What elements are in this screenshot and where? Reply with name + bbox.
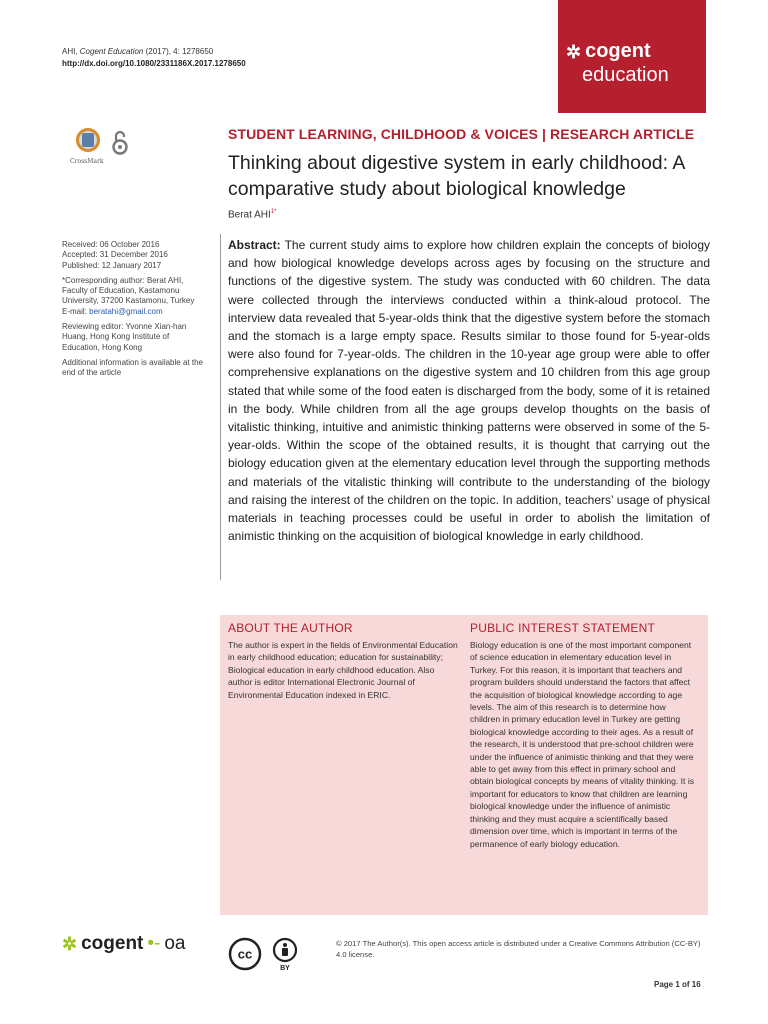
citation-header: [62, 46, 246, 70]
crossmark-badge[interactable]: [70, 128, 150, 172]
public-interest-heading: PUBLIC INTEREST STATEMENT: [470, 621, 656, 635]
brand-name-row: ✲ cogent: [566, 40, 651, 62]
public-interest-text: Biology education is one of the most important component of science education in elementary education level in Turkey. For this reason, it is important that teachers and program builders should understand the factors that affect the acquisition of biological knowledge according to age levels. The aim of this research is to determine how children in primary education level in Turkey are getting biological knowledge according to their ages. As a result of the research, it is understood that pre-school children were under the influence of animistic thinking and that they were able to get away from this effect in primary school and obtain biological concepts by means of vitality thinking. It is important for educators to know that children are learning biological knowledge under the influence of animistic thinking and they must acquire a scientifically based dimension over time, which is important in terms of the permanence of early biology education.: [470, 640, 695, 849]
doi-link[interactable]: http://dx.doi.org/10.1080/2331186X.2017.1278650: [62, 59, 246, 68]
svg-text:BY: BY: [280, 965, 290, 971]
author-line: [228, 209, 276, 220]
abstract-block: [228, 236, 710, 545]
publication-dates: [62, 240, 207, 271]
received-date: Received: 06 October 2016: [62, 240, 160, 249]
about-author-section: [228, 621, 458, 701]
author-name[interactable]: Berat AHI: [228, 209, 271, 221]
brand-subject: education: [582, 64, 669, 86]
cogent-education-brand: [558, 0, 706, 113]
crossmark-label: CrossMark: [70, 158, 104, 165]
email-link[interactable]: beratahi@gmail.com: [89, 306, 163, 316]
dash-icon: •‑: [147, 933, 161, 954]
article-title: Thinking about digestive system in early childhood: A comparative study about biological knowledge: [228, 152, 685, 200]
attribution-icon: [268, 937, 302, 971]
about-author-text: The author is expert in the fields of Environmental Education in early childhood education; education for sustainability; Biological education in early childhood education. Also author is editor International Electronic Journal of Environmental Education indexed in ERIC.: [228, 640, 458, 700]
citation-line: AHI, Cogent Education (2017), 4: 1278650: [62, 47, 214, 56]
page-number: Page 1 of 16: [654, 980, 701, 989]
license-statement: © 2017 The Author(s). This open access article is distributed under a Creative Commons Attribution (CC-BY) 4.0 license.: [336, 939, 701, 959]
svg-text:cc: cc: [237, 946, 253, 962]
abstract-text: The current study aims to explore how children explain the concepts of biology and how biological knowledge develops across ages by focusing on the structure and functions of the digestive system. The study was conducted with 60 children. The data were collected through the interviews conducted within a think-aloud protocol. The interview data revealed that 5-year-olds think that the digestive system before the stomach and the stomach is a large empty space. Results similar to those found for 5-year-olds were also found for 7-year-olds. The children in the 10-year age group were able to offer comprehensive explanations on the digestive system and 10 children from this age group stated that while some of the food eaten is discharged from the body, some of it is retained in the body. While children from all the age groups develop thoughts on the basis of vitalistic thinking, intuitive and animistic thinking patterns were observed in some of the 5-year-olds. Within the scope of the obtained results, it is thought that carrying out the biology education given at the elementary education level through the supporting methods and materials of the vitalistic thinking will contribute to the understanding of the biology and raising the interest of the children on the topic. In addition, teachers’ usage of physical materials in teaching processes could be useful in order to abolish the limitation of animistic thinking on the acquisition of biological knowledge in early childhood.: [228, 238, 710, 544]
abstract-lead: Abstract:: [228, 238, 281, 252]
published-date: Published: 12 January 2017: [62, 260, 162, 270]
accepted-date: Accepted: 31 December 2016: [62, 250, 168, 260]
about-author-heading: ABOUT THE AUTHOR: [228, 621, 353, 635]
author-affiliation-marker: 1*: [270, 209, 277, 215]
corresponding-author: *Corresponding author: Berat AHI, Faculty of Education, Kastamonu University, 37200 Kastamonu, Turkey E-mail: beratahi@gmail.com: [62, 275, 195, 316]
author-and-public-interest-panel: [220, 615, 708, 915]
creative-commons-badges[interactable]: [228, 937, 302, 971]
additional-info-note: Additional information is available at the end of the article: [62, 357, 203, 378]
creative-commons-icon: [228, 937, 262, 971]
reviewing-editor: Reviewing editor: Yvonne Xian-han Huang, Hong Kong Institute of Education, Hong Kong: [62, 322, 187, 352]
article-section-label: STUDENT LEARNING, CHILDHOOD & VOICES | RESEARCH ARTICLE: [228, 126, 695, 142]
public-interest-section: [470, 621, 698, 850]
sparkle-icon: ✲: [62, 933, 78, 954]
article-metadata: [62, 240, 207, 384]
sparkle-icon: ✲: [566, 41, 582, 62]
cogent-oa-logo: ✲ cogent •‑ oa: [62, 933, 186, 954]
crossmark-bookmark-icon: [82, 133, 94, 147]
open-access-icon: [110, 128, 130, 158]
abstract-divider: [220, 234, 221, 580]
